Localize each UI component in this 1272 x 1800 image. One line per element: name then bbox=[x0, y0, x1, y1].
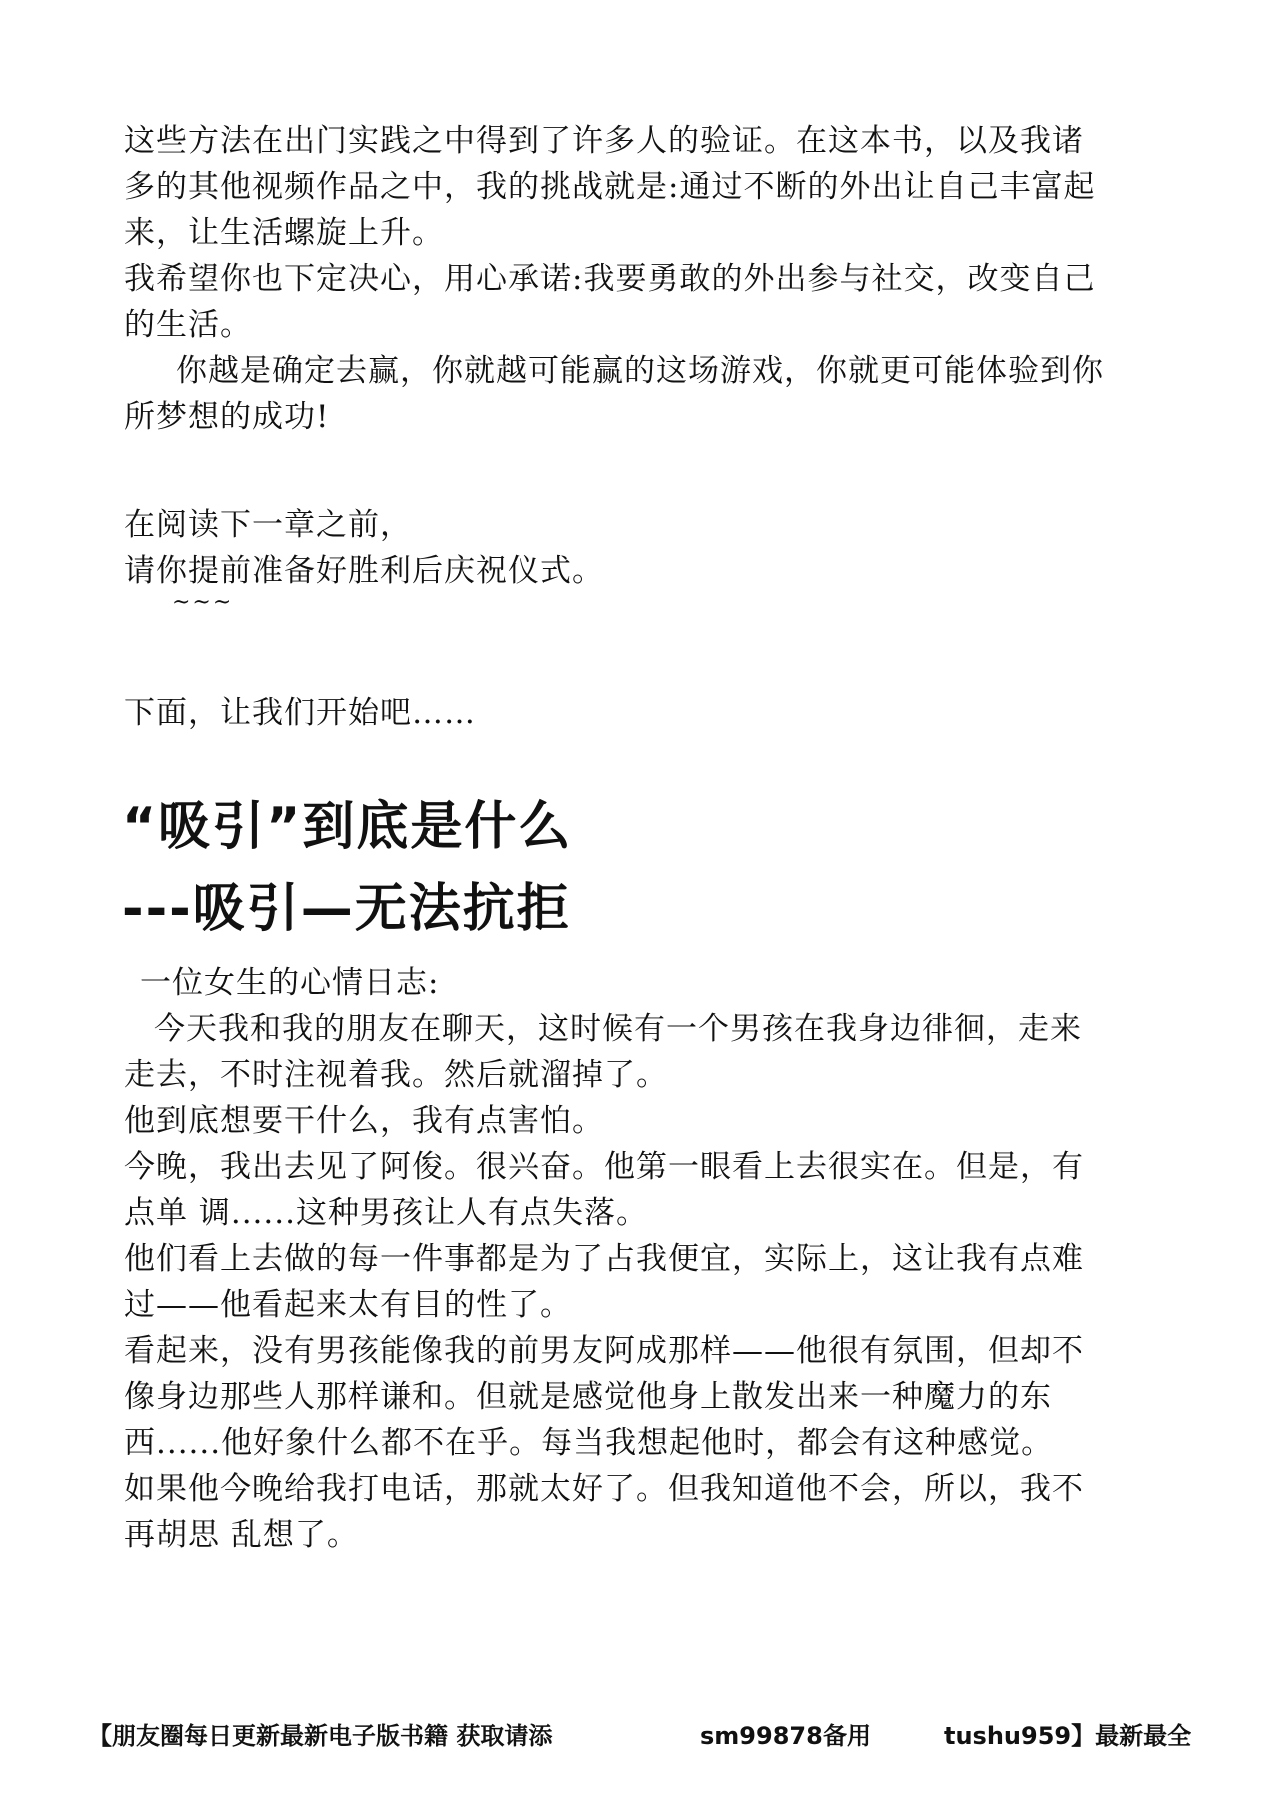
prep-paragraph bbox=[124, 502, 1164, 594]
separator: ~~~ bbox=[172, 590, 234, 615]
text-line: 他到底想要干什么，我有点害怕。 bbox=[124, 1103, 604, 1139]
text-line: 在阅读下一章之前， bbox=[124, 507, 412, 543]
footer-text-3: 备用 bbox=[823, 1722, 871, 1750]
text-line: 再胡思 乱想了。 bbox=[124, 1517, 359, 1553]
diary-paragraphs bbox=[124, 960, 1164, 1558]
text-line: 你越是确定去赢，你就越可能赢的这场游戏，你就更可能体验到你 bbox=[176, 353, 1104, 389]
intro-paragraphs bbox=[124, 118, 1164, 440]
text-line: 西......他好象什么都不在乎。每当我想起他时，都会有这种感觉。 bbox=[124, 1425, 1054, 1461]
text-line: 一位女生的心情日志: bbox=[140, 965, 440, 1001]
text-line: 请你提前准备好胜利后庆祝仪式。 bbox=[124, 553, 604, 589]
text-line: 所梦想的成功! bbox=[124, 399, 330, 435]
chapter-title: “吸引”到底是什么 bbox=[122, 797, 573, 857]
text-line: 来，让生活螺旋上升。 bbox=[124, 215, 444, 251]
text-line: 看起来，没有男孩能像我的前男友阿成那样——他很有氛围，但却不 bbox=[124, 1333, 1084, 1369]
text-line: 点单 调......这种男孩让人有点失落。 bbox=[124, 1195, 648, 1231]
chapter-subtitle: ---吸引—无法抗拒 bbox=[122, 879, 571, 939]
text-line: 这些方法在出门实践之中得到了许多人的验证。在这本书，以及我诸 bbox=[124, 123, 1084, 159]
text-line: 今晚，我出去见了阿俊。很兴奋。他第一眼看上去很实在。但是，有 bbox=[124, 1149, 1084, 1185]
text-line: 下面，让我们开始吧…… bbox=[124, 695, 476, 731]
text-line: 我希望你也下定决心，用心承诺:我要勇敢的外出参与社交，改变自己 bbox=[124, 261, 1096, 297]
text-line: 如果他今晚给我打电话，那就太好了。但我知道他不会，所以，我不 bbox=[124, 1471, 1084, 1507]
text-line: 像身边那些人那样谦和。但就是感觉他身上散发出来一种魔力的东 bbox=[124, 1379, 1052, 1415]
text-line: 走去，不时注视着我。然后就溜掉了。 bbox=[124, 1057, 668, 1093]
text-line: 多的其他视频作品之中，我的挑战就是:通过不断的外出让自己丰富起 bbox=[124, 169, 1096, 205]
text-line: 的生活。 bbox=[124, 307, 252, 343]
footer-text-1: 【朋友圈每日更新最新电子版书籍 获取请添 bbox=[88, 1722, 553, 1750]
text-line: 今天我和我的朋友在聊天，这时候有一个男孩在我身边徘徊，走来 bbox=[154, 1011, 1082, 1047]
start-line bbox=[124, 690, 1164, 736]
text-line: 他们看上去做的每一件事都是为了占我便宜，实际上，这让我有点难 bbox=[124, 1241, 1084, 1277]
text-line: 过——他看起来太有目的性了。 bbox=[124, 1287, 572, 1323]
footer-text-4: tushu959】最新最全 bbox=[944, 1722, 1192, 1750]
footer-text-2: sm99878 bbox=[700, 1722, 823, 1750]
